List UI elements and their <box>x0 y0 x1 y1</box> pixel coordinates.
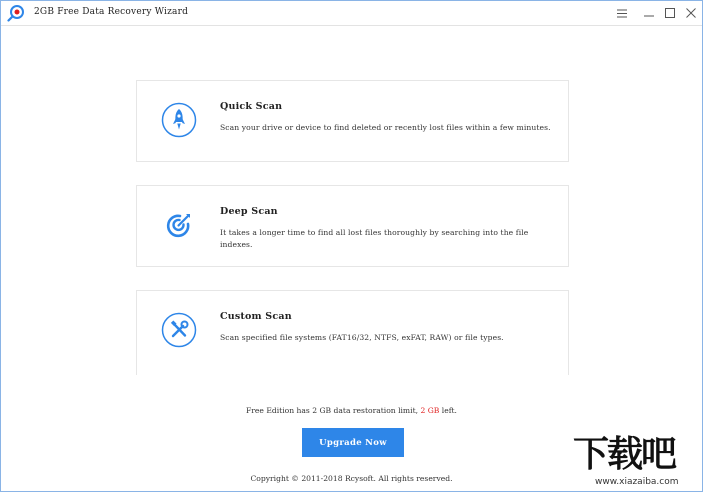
menu-icon <box>617 9 627 18</box>
minimize-icon <box>644 8 654 18</box>
minimize-button[interactable] <box>639 3 659 23</box>
tools-icon <box>161 312 197 348</box>
maximize-button[interactable] <box>660 3 680 23</box>
watermark-url: www.xiazaiba.com <box>595 477 679 487</box>
target-icon <box>161 207 197 243</box>
custom-scan-card[interactable] <box>136 290 569 375</box>
custom-scan-description: Scan specified file systems (FAT16/32, NTFS, exFAT, RAW) or file types. <box>220 333 504 342</box>
limit-remaining: 2 GB <box>420 406 440 415</box>
watermark-logo: 下载吧 <box>573 434 676 475</box>
deep-scan-title: Deep Scan <box>220 206 278 217</box>
limit-prefix: Free Edition has 2 GB data restoration limit, <box>246 406 421 415</box>
copyright-text: Copyright © 2011-2018 Rcysoft. All rights reserved. <box>250 474 453 483</box>
title-bar <box>1 1 702 26</box>
deep-scan-description: It takes a longer time to find all lost files thoroughly by searching into the file indexes. <box>220 228 529 249</box>
site-watermark <box>567 435 701 491</box>
deep-scan-card[interactable] <box>136 185 569 267</box>
maximize-icon <box>665 8 675 18</box>
custom-scan-title: Custom Scan <box>220 311 292 322</box>
main-content <box>1 26 702 491</box>
quick-scan-description: Scan your drive or device to find deleted or recently lost files within a few minutes. <box>220 123 551 132</box>
rocket-icon <box>161 102 197 138</box>
upgrade-now-button[interactable]: Upgrade Now <box>302 428 404 457</box>
limit-suffix: left. <box>439 406 457 415</box>
window-title: 2GB Free Data Recovery Wizard <box>34 7 189 17</box>
close-button[interactable] <box>681 3 701 23</box>
quick-scan-card[interactable] <box>136 80 569 162</box>
close-icon <box>686 8 696 18</box>
edition-limit-note <box>1 406 702 415</box>
app-logo-icon <box>7 4 25 22</box>
menu-button[interactable] <box>612 3 632 23</box>
quick-scan-title: Quick Scan <box>220 101 283 112</box>
